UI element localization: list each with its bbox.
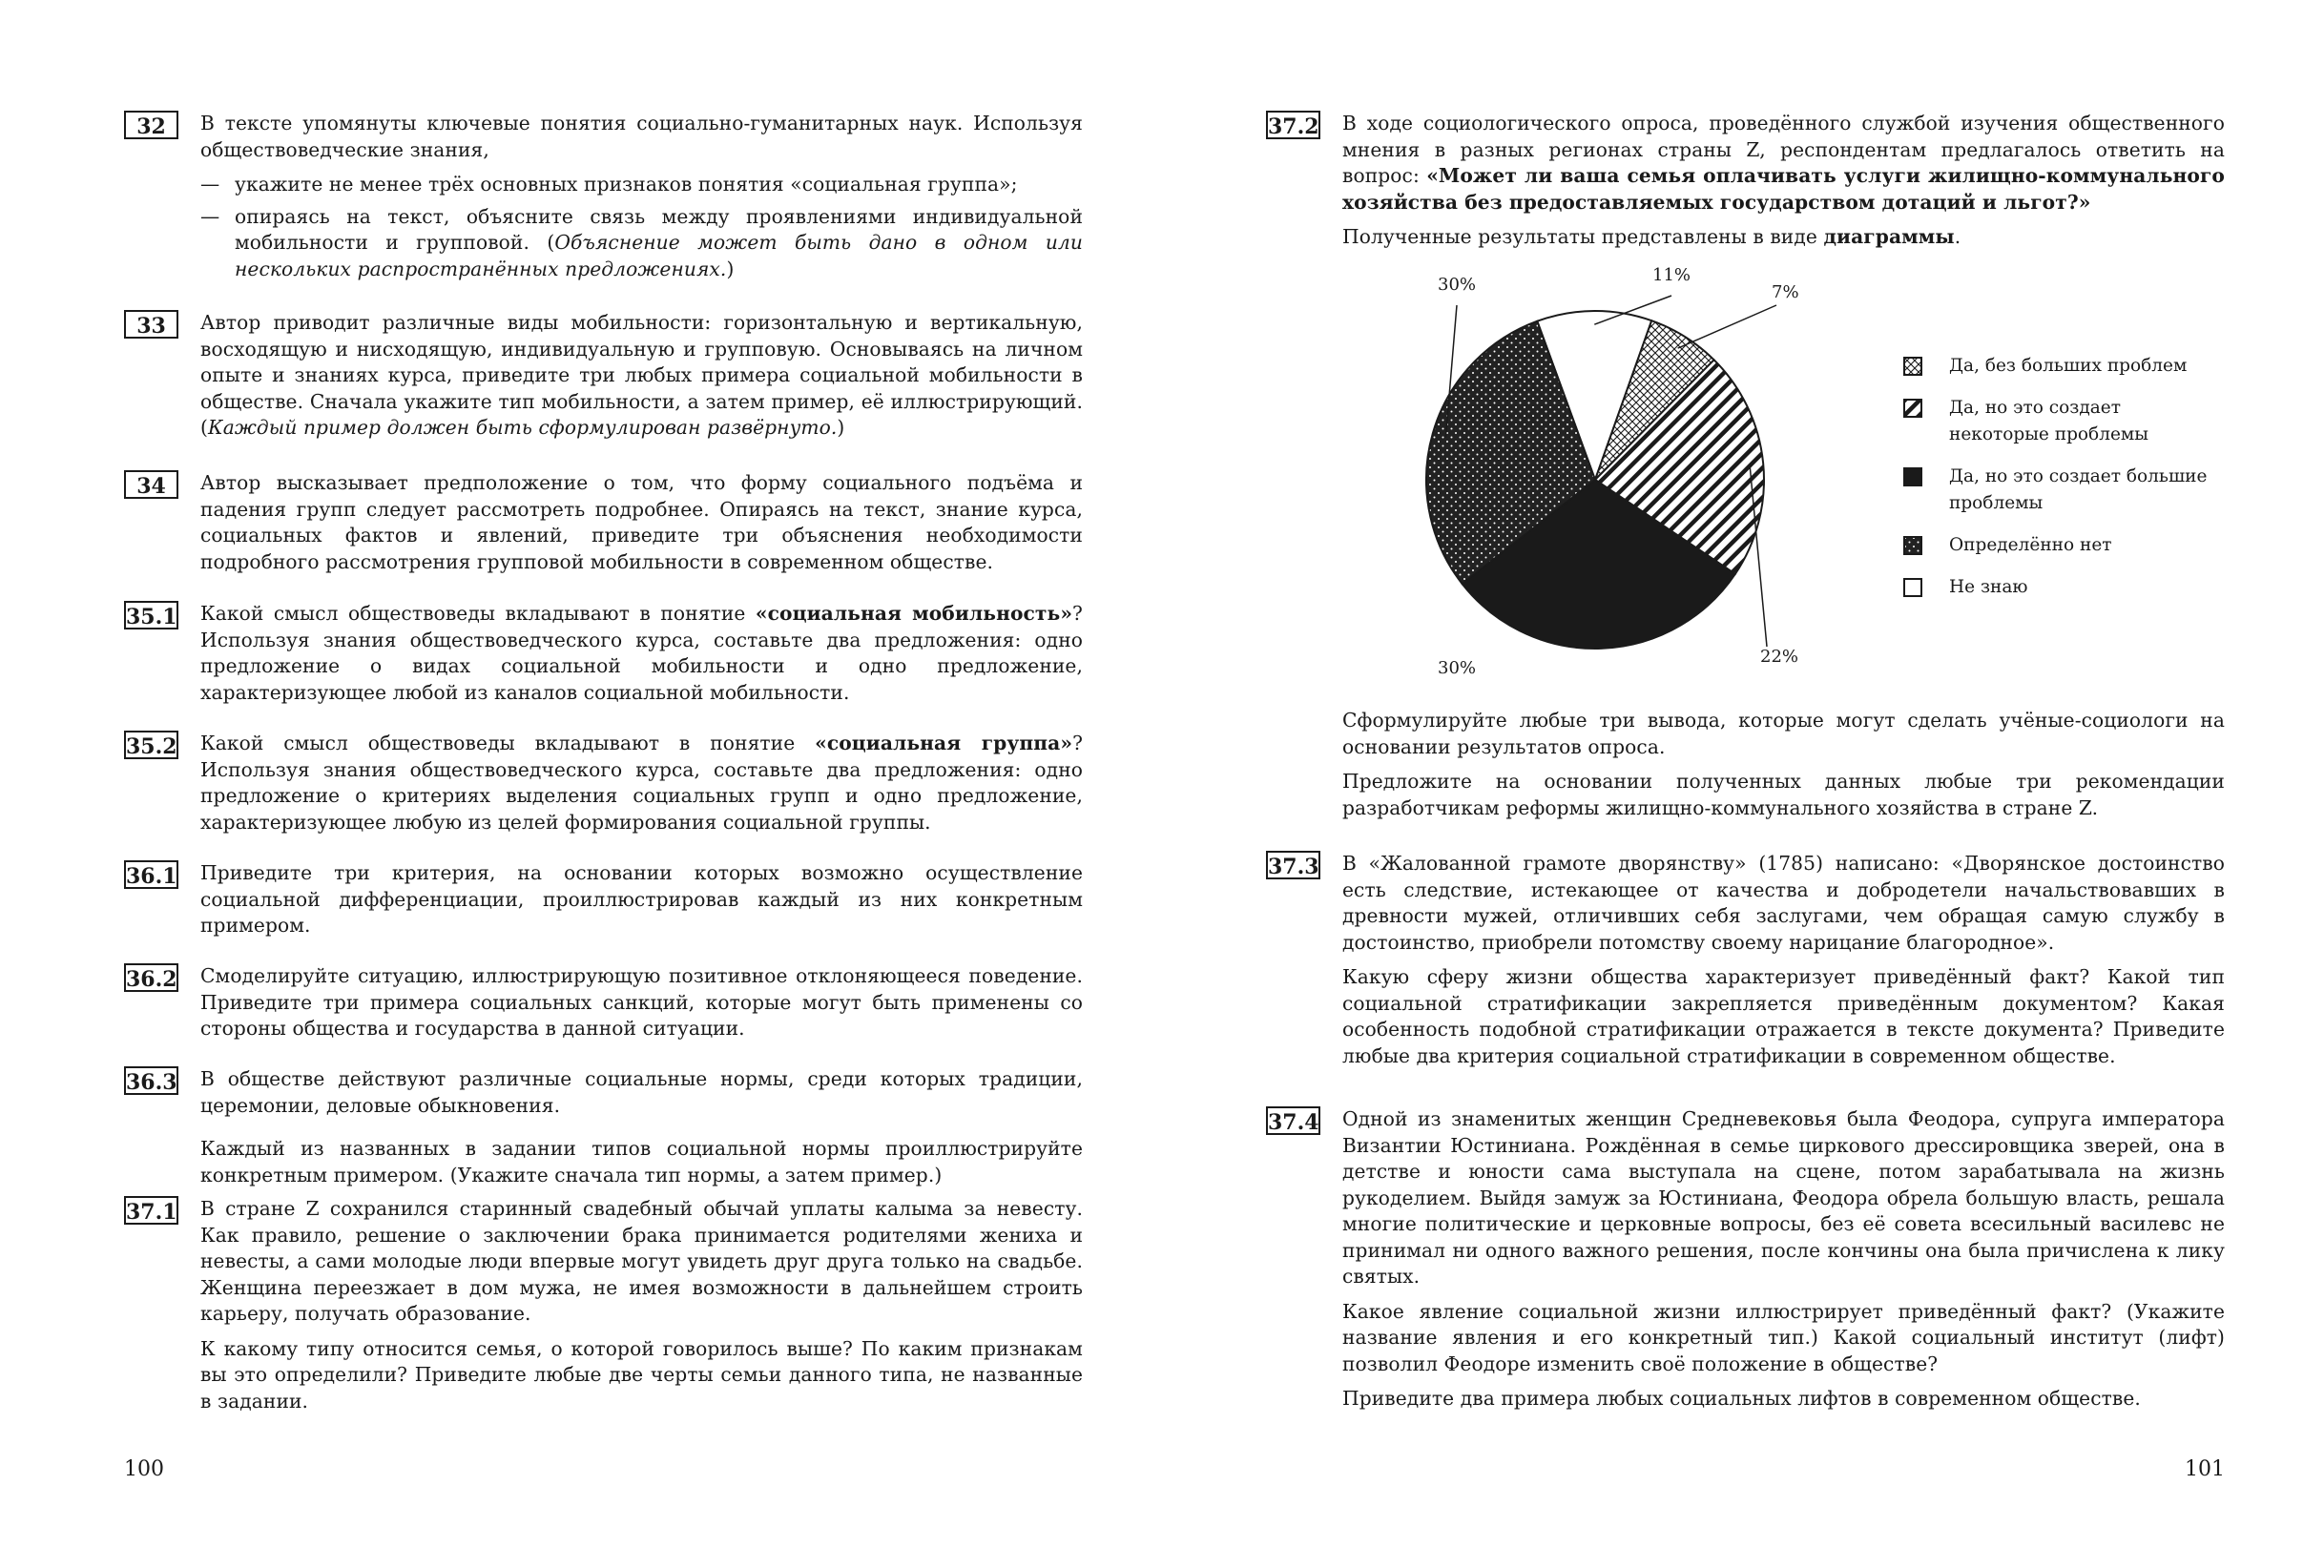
task-body (200, 963, 1083, 1042)
task-bold: «социальная мобильность» (755, 602, 1073, 625)
legend-swatch-diagonal (1903, 399, 1922, 418)
task-text-end: . (1954, 225, 1961, 248)
task-number: 37.1 (124, 1196, 178, 1225)
legend-swatch-solid (1903, 467, 1922, 486)
chart-legend (1903, 353, 2218, 601)
task-body (200, 111, 1083, 282)
task-body (200, 1196, 1083, 1414)
right-page (1266, 0, 2225, 1568)
task-bold: «Может ли ваша семья оплачивать услуги жилищно-коммунального хозяйства без предоставляемых государством дотаций и льгот?» (1342, 164, 2225, 214)
task-number: 37.2 (1266, 111, 1320, 139)
task-body (200, 310, 1083, 442)
task-text: Одной из знаменитых женщин Средневековья была Феодора, супруга императора Византии Юстиниана. Рождённая в семье циркового дрессировщика зверей, она в детстве и юности сама выступала на сцене, потом зарабатывала на жизнь рукоделием. Выйдя замуж за Юстиниана, Феодора обрела большую власть, решала многие политические и церковные вопросы, без её совета всесильный василевс не принимал ни одного важного решения, после кончины она была причислена к лику святых. (1342, 1107, 2225, 1288)
task-body (1342, 851, 2225, 1069)
percent-label: 7% (1772, 282, 1799, 302)
bullet-text: укажите не менее трёх основных признаков понятия «социальная группа»; (235, 173, 1018, 196)
legend-label: Определённо нет (1949, 535, 2112, 555)
task-text: Какой смысл обществоведы вкладывают в понятие (200, 732, 816, 754)
left-page (124, 0, 1083, 1568)
task-body (200, 601, 1083, 706)
task-32 (124, 111, 1083, 288)
task-35-1 (124, 601, 1083, 714)
task-33 (124, 310, 1083, 450)
task-text: В «Жалованной грамоте дворянству» (1785) написано: «Дворянское достоинство есть следствие, истекающее от качества и добродетели начальствовавших в древности мужей, отличивших себя заслугами, чем обращая самую службу в достоинство, приобрели потомству своему нарицание благородное». (1342, 852, 2225, 954)
task-text: В ходе социологического опроса, проведённого службой изучения общественного мнения в разных регионах страны Z, респондентам предлагалось ответить на вопрос: (1342, 112, 2225, 187)
legend-swatch-crosshatch (1903, 357, 1922, 376)
pie-chart (1342, 265, 2225, 678)
task-text: Приведите три критерия, на основании которых возможно осуществление социальной дифференциации, проиллюстрировав каждый из них конкретным примером. (200, 861, 1083, 937)
task-number: 34 (124, 470, 178, 499)
task-bullet: — опираясь на текст, объясните связь между проявлениями индивидуальной мобильности и групповой. (Объяснение может быть дано в одном или нескольких распространённых предложениях.) (200, 204, 1083, 280)
task-37-2-questions (1266, 708, 2225, 830)
task-37-2 (1266, 111, 2225, 259)
task-number: 35.1 (124, 601, 178, 629)
task-text-2: К какому типу относится семья, о которой говорилось выше? По каким признакам вы это определили? Приведите любые две черты семьи данного типа, не названные в задании. (200, 1336, 1083, 1413)
task-35-2 (124, 731, 1083, 844)
task-italic: Каждый пример должен быть сформулирован развёрнуто. (207, 416, 838, 439)
task-bold: диаграммы (1823, 225, 1955, 248)
task-text: Смоделируйте ситуацию, иллюстрирующую позитивное отклоняющееся поведение. Приведите три примера социальных санкций, которые могут быть применены со стороны общества и государства в данной ситуации. (200, 964, 1083, 1040)
task-number: 36.2 (124, 963, 178, 992)
task-text-3: Приведите два примера любых социальных лифтов в современном обществе. (1342, 1387, 2141, 1410)
task-number: 37.3 (1266, 851, 1320, 879)
percent-label: 11% (1652, 265, 1691, 285)
task-36-3 (124, 1066, 1083, 1197)
legend-label: Не знаю (1949, 577, 2028, 597)
task-37-3 (1266, 851, 2225, 1078)
task-number: 36.3 (124, 1066, 178, 1095)
task-intro: В тексте упомянуты ключевые понятия социально-гуманитарных наук. Используя обществоведческие знания, (200, 112, 1083, 161)
task-text: Сформулируйте любые три вывода, которые могут сделать учёные-социологи на основании результатов опроса. (1342, 709, 2225, 758)
bullet-text: опираясь на текст, объясните связь между проявлениями индивидуальной мобильности и групповой. ( (235, 204, 1083, 254)
legend-item-some-problems (1903, 395, 2218, 448)
task-text: Какой смысл обществоведы вкладывают в понятие (200, 602, 756, 625)
task-number: 37.4 (1266, 1106, 1320, 1135)
bullet-text-end: ) (726, 257, 735, 280)
page-number-right: 101 (2185, 1457, 2225, 1481)
task-body (200, 860, 1083, 939)
task-body (1342, 1106, 2225, 1413)
legend-swatch-dots (1903, 536, 1922, 555)
pie-chart-svg (1342, 277, 1877, 677)
task-text-end: ? Используя знания обществоведческого курса, составьте два предложения: одно предложение о критериях выделения социальных групп и одно предложение, характеризующее любую из целей формирования социальной группы. (200, 732, 1083, 834)
task-body (1342, 111, 2225, 251)
task-text-2: Какую сферу жизни общества характеризует приведённый факт? Какой тип социальной стратификации закрепляется приведённым документом? Какая особенность подобной стратификации отражается в тексте документа? Приведите любые два критерия социальной стратификации в современном обществе. (1342, 965, 2225, 1067)
task-text-end: ? Используя знания обществоведческого курса, составьте два предложения: одно предложение о видах социальной мобильности и одно предложение, характеризующее любой из каналов социальной мобильности. (200, 602, 1083, 704)
bullet-italic: Объяснение может быть дано в одном или нескольких распространённых предложениях. (235, 231, 1083, 280)
task-text: В обществе действуют различные социальные нормы, среди которых традиции, церемонии, деловые обыкновения. (200, 1067, 1083, 1117)
legend-label: Да, но это создает некоторые проблемы (1949, 398, 2149, 444)
legend-label: Да, но это создает большие проблемы (1949, 466, 2208, 513)
legend-item-definitely-no (1903, 532, 2218, 559)
task-text-2: Предложите на основании полученных данных любые три рекомендации разработчикам реформы жилищно-коммунального хозяйства в стране Z. (1342, 770, 2225, 819)
task-bullet: — укажите не менее трёх основных признаков понятия «социальная группа»; (200, 172, 1083, 198)
task-37-1 (124, 1196, 1083, 1423)
task-text-end: ) (837, 416, 845, 439)
task-text-2: Какое явление социальной жизни иллюстрирует приведённый факт? (Укажите название явления и его конкретный тип.) Какой социальный институт (лифт) позволил Феодоре изменить своё положение в обществе? (1342, 1299, 2225, 1375)
task-37-4 (1266, 1106, 2225, 1421)
legend-item-no-problems (1903, 353, 2218, 380)
task-text-2: Каждый из названных в задании типов социальной нормы проиллюстрируйте конкретным примером. (Укажите сначала тип нормы, а затем пример.) (200, 1137, 1083, 1186)
task-text: Автор приводит различные виды мобильности: горизонтальную и вертикальную, восходящую и нисходящую, индивидуальную и групповую. Основываясь на личном опыте и знаниях курса, приведите три любых примера социальной мобильности в обществе. Сначала укажите тип мобильности, а затем пример, её иллюстрирующий. ( (200, 311, 1083, 439)
task-bold: «социальная группа» (815, 732, 1073, 754)
legend-item-big-problems (1903, 464, 2218, 517)
task-36-2 (124, 963, 1083, 1051)
percent-label: 30% (1438, 275, 1477, 295)
task-number: 35.2 (124, 731, 178, 759)
leader-line (1678, 305, 1776, 348)
legend-item-dont-know (1903, 574, 2218, 601)
task-34 (124, 470, 1083, 584)
task-body (1342, 708, 2225, 821)
page-number-left: 100 (124, 1457, 164, 1481)
task-36-1 (124, 860, 1083, 948)
task-number: 32 (124, 111, 178, 139)
task-number: 33 (124, 310, 178, 339)
task-body (200, 1066, 1083, 1188)
task-body (200, 731, 1083, 836)
legend-label: Да, без больших проблем (1949, 356, 2188, 376)
percent-label: 22% (1760, 647, 1799, 667)
task-text: Полученные результаты представлены в виде (1342, 225, 1824, 248)
percent-label: 30% (1438, 658, 1477, 678)
legend-swatch-white (1903, 578, 1922, 597)
task-number: 36.1 (124, 860, 178, 889)
task-text: Автор высказывает предположение о том, что форму социального подъёма и падения групп следует рассмотреть подробнее. Опираясь на текст, знание курса, социальных фактов и явлений, приведите три объяснения необходимости подробного рассмотрения групповой мобильности в современном обществе. (200, 471, 1083, 573)
task-body (200, 470, 1083, 575)
task-text: В стране Z сохранился старинный свадебный обычай уплаты калыма за невесту. Как правило, решение о заключении брака принимается родителями жениха и невесты, а сами молодые люди впервые могут увидеть друг друга только на свадьбе. Женщина переезжает в дом мужа, не имея возможности в дальнейшем строить карьеру, получать образование. (200, 1197, 1083, 1325)
